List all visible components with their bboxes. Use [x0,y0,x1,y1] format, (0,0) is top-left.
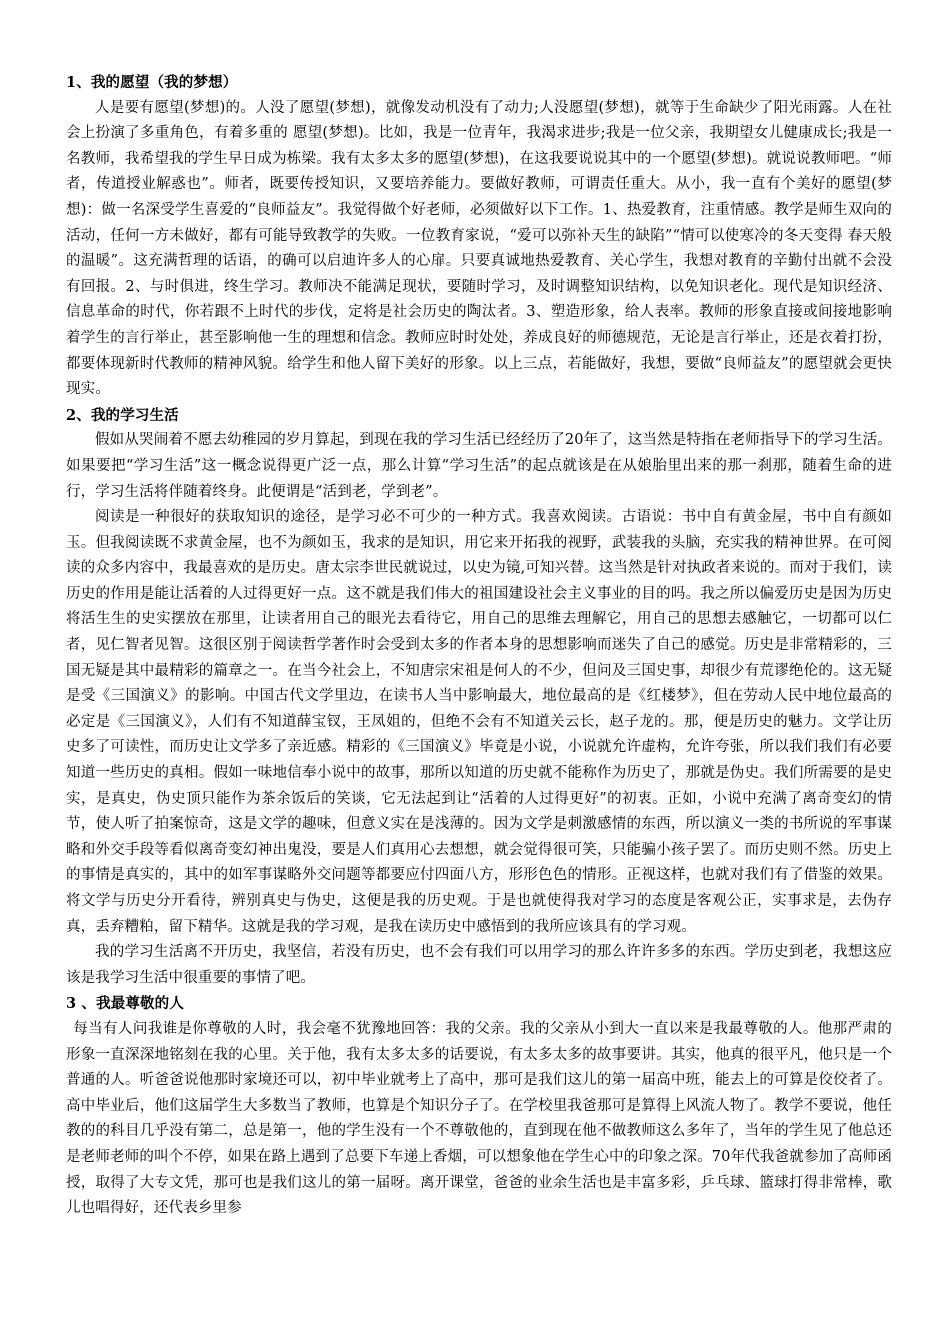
section-2-paragraph-2: 阅读是一种很好的获取知识的途径，是学习必不可少的一种方式。我喜欢阅读。古语说：书中自有黄金屋，书中自有颜如玉。但我阅读既不求黄金屋，也不为颜如玉，我求的是知识，用它来开拓我的视野，武装我的头脑，充实我的精神世界。在可阅读的众多内容中，我最喜欢的是历史。唐太宗李世民就说过，以史为镜,可知兴替。这当然是针对执政者来说的。而对于我们，读历史的作用是能让活着的人过得更好一点。这不就是我们伟大的祖国建设社会主义事业的目的吗。我之所以偏爱历史是因为历史将活生生的史实摆放在那里，让读者用自己的眼光去看待它，用自己的思维去理解它，用自己的思想去感触它，一切都可以仁者，见仁智者见智。这很区别于阅读哲学著作时会受到太多的作者本身的思想影响而迷失了自己的感觉。历史是非常精彩的，三国无疑是其中最精彩的篇章之一。在当今社会上，不知唐宗宋祖是何人的不少，但问及三国史事，却很少有荒谬绝伦的。这无疑是受《三国演义》的影响。中国古代文学里边，在读书人当中影响最大，地位最高的是《红楼梦》，但在劳动人民中地位最高的必定是《三国演义》，人们有不知道薛宝钗，王凤姐的，但绝不会有不知道关云长，赵子龙的。那，便是历史的魅力。文学让历史多了可读性，而历史让文学多了亲近感。精彩的《三国演义》毕竟是小说，小说就允许虚构，允许夸张，所以我们我们有必要知道一些历史的真相。假如一味地信奉小说中的故事，那所以知道的历史就不能称作为历史了，那就是伪史。我们所需要的是史实，是真史，伪史顶只能作为茶余饭后的笑谈，它无法起到让“活着的人过得更好”的初衷。正如，小说中充满了离奇变幻的情节，使人听了拍案惊奇，这是文学的趣味，但意义实在是浅薄的。因为文学是刺激感情的东西，所以演义一类的书所说的军事谋略和外交手段等看似离奇变幻神出鬼没，要是人们真用心去想想，就会觉得很可笑，只能骗小孩子罢了。而历史则不然。历史上的事情是真实的，其中的如军事谋略外交问题等都要应付四面八方，形形色色的情形。正视这样，也就对我们有了借鉴的效果。将文学与历史分开看待，辨别真史与伪史，这便是我的历史观。于是也就使得我对学习的态度是客观公正，实事求是，去伪存真，丢弃糟粕，留下精华。这就是我的学习观，是我在读历史中感悟到的我所应该具有的学习观。 [66,509,892,935]
section-1-heading: 1、我的愿望（我的梦想） [66,74,238,91]
section-2 [66,403,892,992]
section-3 [66,991,892,1221]
section-2-heading: 2、我的学习生活 [66,406,179,424]
section-1 [66,70,892,403]
section-1-paragraph-1: 人是要有愿望(梦想)的。人没了愿望(梦想)，就像发动机没有了动力;人没愿望(梦想)，就等于生命缺少了阳光雨露。人在社会上扮演了多重角色，有着多重的 愿望(梦想)。比如，我是一位青年，我渴求进步;我是一位父亲，我期望女儿健康成长;我是一名教师，我希望我的学生早日成为栋梁。我有太多太多的愿望(梦想)，在这我要说说其中的一个愿望(梦想)。就说说教师吧。“师者，传道授业解惑也”。师者，既要传授知识，又要培养能力。要做好教师，可谓责任重大。从小，我一直有个美好的愿望(梦想)：做一名深受学生喜爱的“良师益友”。我觉得做个好老师，必须做好以下工作。1、热爱教育，注重情感。教学是师生双向的活动，任何一方未做好，都有可能导致教学的失败。一位教育家说，“爱可以弥补天生的缺陷”“情可以使寒冷的冬天变得 春天般的温暖”。这充满哲理的话语，的确可以启迪许多人的心扉。只要真诚地热爱教育、关心学生，我想对教育的辛勤付出就不会没有回报。2、与时俱进，终生学习。教师决不能满足现状，要随时学习，及时调整知识结构，以免知识老化。现代是知识经济、信息革命的时代，你若跟不上时代的步伐，定将是社会历史的陶汰者。3、塑造形象，给人表率。教师的形象直接或间接地影响着学生的言行举止，甚至影响他一生的理想和信念。教师应时时处处，养成良好的师德规范，无论是言行举止，还是衣着打扮，都要体现新时代教师的精神风貌。给学生和他人留下美好的形象。以上三点，若能做好，我想，要做“良师益友”的愿望就会更快现实。 [66,99,892,398]
section-3-heading: 3 、我最尊敬的人 [66,995,184,1013]
section-3-paragraph-1: 每当有人问我谁是你尊敬的人时，我会毫不犹豫地回答：我的父亲。我的父亲从小到大一直以来是我最尊敬的人。他那严肃的形象一直深深地铭刻在我的心里。关于他，我有太多太多的话要说，有太多太多的故事要讲。其实，他真的很平凡，他只是一个普通的人。听爸爸说他那时家境还可以，初中毕业就考上了高中，那可是我们这儿的第一届高中班，能去上的可算是佼佼者了。高中毕业后，他们这届学生大多数当了教师，也算是个知识分子了。在学校里我爸那可是算得上风流人物了。教学不要说，他任教的的科目几乎没有第二，总是第一，他的学生没有一个不尊敬他的，直到现在他不做教师这么多年了，当年的学生见了他总还是老师老师的叫个不停，如果在路上遇到了总要下车递上香烟，可以想象他在学生心中的印象之深。70年代我爸就参加了高师函授，取得了大专文凭，那可也是我们这儿的第一届呀。离开课堂，爸爸的业余生活也是丰富多彩，乒乓球、篮球打得非常棒，歌儿也唱得好，还代表乡里参 [66,1020,892,1217]
section-2-paragraph-1: 假如从哭闹着不愿去幼稚园的岁月算起，到现在我的学习生活已经经历了20年了，这当然是特指在老师指导下的学习生活。如果要把“学习生活”这一概念说得更广泛一点，那么计算“学习生活”的起点就该是在从娘胎里出来的那一刹那，随着生命的进行，学习生活将伴随着终身。此便谓是“活到老，学到老”。 [66,432,892,500]
document-page [66,70,892,1222]
section-2-paragraph-3: 我的学习生活离不开历史，我坚信，若没有历史，也不会有我们可以用学习的那么许许多多的东西。学历史到老，我想这应该是我学习生活中很重要的事情了吧。 [66,944,892,986]
